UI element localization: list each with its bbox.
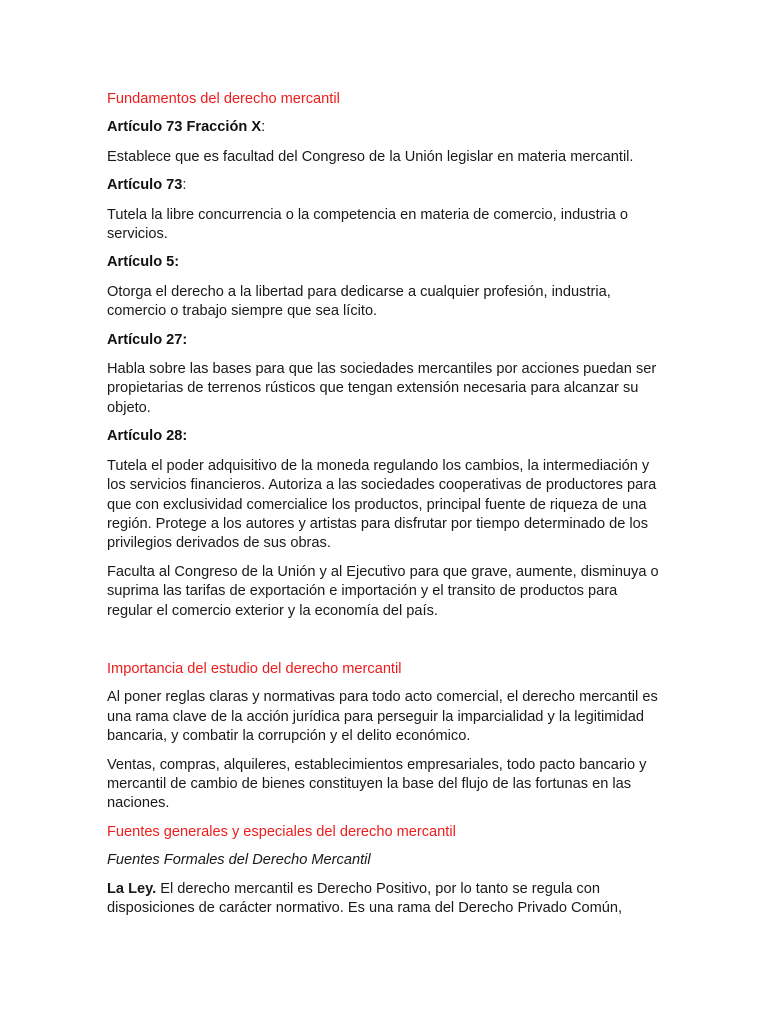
lead-text: El derecho mercantil es Derecho Positivo, por lo tanto se regula con disposiciones de carácter normativo. Es una rama del Derecho Privado Común, xyxy=(107,880,623,916)
article-text: Tutela la libre concurrencia o la competencia en materia de comercio, industria o servicios. xyxy=(107,206,629,243)
lead-paragraph xyxy=(107,880,662,919)
section-paragraph: Ventas, compras, alquileres, establecimientos empresariales, todo pacto bancario y mercantil de cambio de bienes constituyen la base del flujo de las fortunas en las naciones. xyxy=(107,756,647,812)
section-subheading: Fuentes Formales del Derecho Mercantil xyxy=(107,852,371,869)
document-page xyxy=(107,90,662,927)
article-block xyxy=(107,118,662,167)
article-block xyxy=(107,253,662,321)
article-label xyxy=(107,331,662,350)
article-label-suffix: : xyxy=(261,119,266,136)
article-text: Faculta al Congreso de la Unión y al Ejecutivo para que grave, aumente, disminuya o suprima las tarifas de exportación e importación y el transito de productos para regular el comercio exterior y la economía del país. xyxy=(107,563,659,619)
article-block xyxy=(107,176,662,244)
article-label-bold: Artículo 73 xyxy=(107,177,183,194)
article-text: Habla sobre las bases para que las sociedades mercantiles por acciones puedan ser propietarias de terrenos rústicos que tengan extensión necesaria para alcanzar su objeto. xyxy=(107,361,657,416)
article-label xyxy=(107,253,662,272)
article-label-bold: Artículo 73 Fracción X xyxy=(107,119,262,136)
article-label-bold: Artículo 5: xyxy=(107,254,180,271)
section-heading-fuentes: Fuentes generales y especiales del derecho mercantil xyxy=(107,823,456,840)
article-text: Establece que es facultad del Congreso de la Unión legislar en materia mercantil. xyxy=(107,148,634,165)
article-label xyxy=(107,118,662,137)
article-label xyxy=(107,176,662,195)
lead-label: La Ley. xyxy=(107,880,157,897)
article-label xyxy=(107,427,662,446)
article-text: Otorga el derecho a la libertad para dedicarse a cualquier profesión, industria, comercio o trabajo siempre que sea lícito. xyxy=(107,283,611,320)
article-label-suffix: : xyxy=(182,177,187,194)
article-label-bold: Artículo 27: xyxy=(107,331,188,348)
section-heading-fundamentos: Fundamentos del derecho mercantil xyxy=(107,91,340,107)
section-spacer xyxy=(107,630,662,660)
article-block xyxy=(107,331,662,419)
article-label-bold: Artículo 28: xyxy=(107,428,188,445)
article-text: Tutela el poder adquisitivo de la moneda regulando los cambios, la intermediación y los servicios financieros. Autoriza a las sociedades cooperativas de productores para que con exclusividad comercialice los productos, principal fuente de riqueza de una región. Protege a los autores y artistas para disfrutar por tiempo determinado de los privilegios derivados de sus obras. xyxy=(107,457,657,552)
article-block xyxy=(107,427,662,621)
section-heading-importancia: Importancia del estudio del derecho mercantil xyxy=(107,660,402,677)
section-paragraph: Al poner reglas claras y normativas para todo acto comercial, el derecho mercantil es una rama clave de la acción jurídica para perseguir la imparcialidad y la legitimidad bancaria, y combatir la corrupción y el delito económico. xyxy=(107,689,658,745)
